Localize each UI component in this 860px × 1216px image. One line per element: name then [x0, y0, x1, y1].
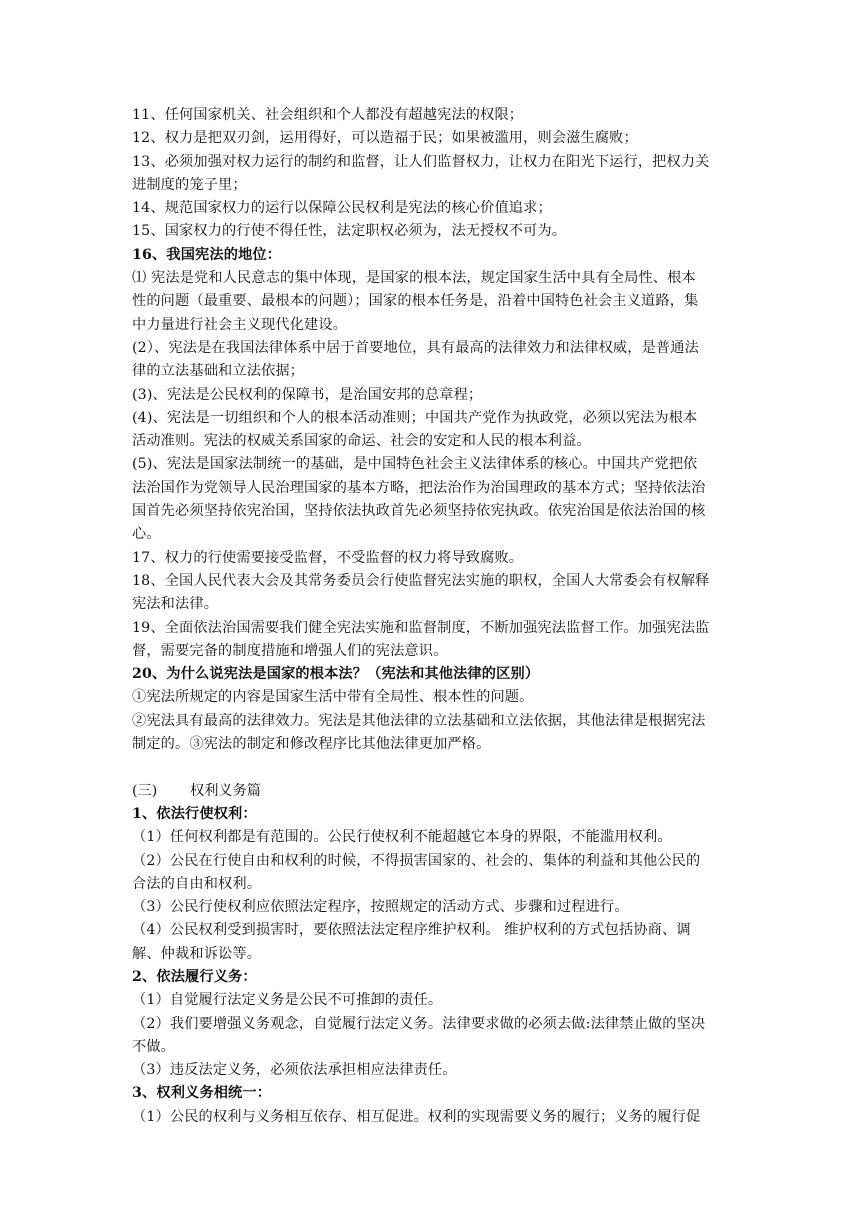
text-line: ①宪法所规定的内容是国家生活中带有全局性、根本性的问题。: [132, 689, 534, 706]
text-line: 性的问题（最重要、最根本的问题）；国家的根本任务是，沿着中国特色社会主义道路，集: [132, 293, 699, 310]
section-title: 权利义务篇: [190, 782, 261, 799]
text-line: （1）自觉履行法定义务是公民不可推卸的责任。: [132, 992, 443, 1009]
heading-line: 20、为什么说宪法是国家的根本法？（宪法和其他法律的区别）: [132, 666, 540, 683]
text-line: 制定的。③宪法的制定和修改程序比其他法律更加严格。: [132, 736, 491, 753]
heading-line: 16、我国宪法的地位：: [132, 246, 282, 263]
text-line: 法治国作为党领导人民治理国家的基本方略，把法治作为治国理政的基本方式；坚持依法治: [132, 479, 706, 496]
text-line: 不做。: [132, 1038, 176, 1055]
text-line: 心。: [132, 526, 161, 543]
constitution-section: [132, 104, 732, 756]
text-line: (4)、宪法是一切组织和个人的根本活动准则；中国共产党作为执政党，必须以宪法为根本: [132, 409, 698, 426]
text-line: 17、权力的行使需要接受监督，不受监督的权力将导致腐败。: [132, 549, 524, 566]
text-line: (5)、宪法是国家法制统一的基础，是中国特色社会主义法律体系的核心。中国共产党把依: [132, 456, 698, 473]
text-line: 中力量进行社会主义现代化建设。: [132, 316, 348, 333]
text-line: 合法的自由和权利。: [132, 875, 262, 892]
blank-line: [132, 756, 732, 779]
text-line: （1）任何权利都是有范围的。公民行使权利不能超越它本身的界限，不能滥用权利。: [132, 829, 672, 846]
text-line: （2）我们要增强义务观念，自觉履行法定义务。法律要求做的必须去做:法律禁止做的坚决: [132, 1015, 706, 1032]
text-line: 国首先必须坚持依宪治国，坚持依法执政首先必须坚持依宪执政。依宪治国是依法治国的核: [132, 503, 706, 520]
text-line: ②宪法具有最高的法律效力。宪法是其他法律的立法基础和立法依据，其他法律是根据宪法: [132, 712, 706, 729]
text-line: 活动准则。宪法的权威关系国家的命运、社会的安定和人民的根本利益。: [132, 433, 591, 450]
heading-line: 2、依法履行义务：: [132, 968, 257, 985]
section-number: (三): [132, 782, 158, 799]
heading-line: 1、依法行使权利：: [132, 805, 257, 822]
text-line: （1）公民的权利与义务相互依存、相互促进。权利的实现需要义务的履行；义务的履行促: [132, 1108, 701, 1125]
text-line: （3）违反法定义务，必须依法承担相应法律责任。: [132, 1062, 457, 1079]
text-line: 宪法和法律。: [132, 596, 219, 613]
text-line: 18、全国人民代表大会及其常务委员会行使监督宪法实施的职权，全国人大常委会有权解释: [132, 572, 710, 589]
text-line: (2）、宪法是在我国法律体系中居于首要地位，具有最高的法律效力和法律权威，是普通法: [132, 339, 699, 356]
text-line: ⑴ 宪法是党和人民意志的集中体现，是国家的根本法，规定国家生活中具有全局性、根本: [132, 270, 696, 287]
text-line: 进制度的笼子里；: [132, 176, 247, 193]
text-line: 督，需要完备的制度措施和增强人们的宪法意识。: [132, 642, 448, 659]
section-heading: [132, 780, 732, 803]
rights-duties-section: [132, 803, 732, 1129]
text-line: 14、规范国家权力的运行以保障公民权利是宪法的核心价值追求；: [132, 200, 552, 217]
text-line: 律的立法基础和立法依据；: [132, 363, 305, 380]
text-line: （3）公民行使权利应依照法定程序，按照规定的活动方式、步骤和过程进行。: [132, 899, 629, 916]
text-line: 解、仲裁和诉讼等。: [132, 945, 262, 962]
text-line: （2）公民在行使自由和权利的时候，不得损害国家的、社会的、集体的利益和其他公民的: [132, 852, 701, 869]
text-line: 19、全面依法治国需要我们健全宪法实施和监督制度，不断加强宪法监督工作。加强宪法监: [132, 619, 710, 636]
text-line: 12、权力是把双刃剑，运用得好，可以造福于民；如果被滥用，则会滋生腐败；: [132, 130, 638, 147]
document-page: [132, 104, 732, 1129]
text-line: (3)、宪法是公民权利的保障书，是治国安邦的总章程；: [132, 386, 483, 403]
text-line: 11、任何国家机关、社会组织和个人都没有超越宪法的权限；: [132, 107, 524, 123]
heading-line: 3、权利义务相统一：: [132, 1085, 272, 1102]
text-line: 13、必须加强对权力运行的制约和监督，让人们监督权力，让权力在阳光下运行，把权力关: [132, 153, 710, 170]
text-line: （4）公民权利受到损害时，要依照法法定程序维护权利。 维护权利的方式包括协商、调: [132, 922, 691, 939]
text-line: 15、国家权力的行使不得任性，法定职权必须为，法无授权不可为。: [132, 223, 567, 240]
